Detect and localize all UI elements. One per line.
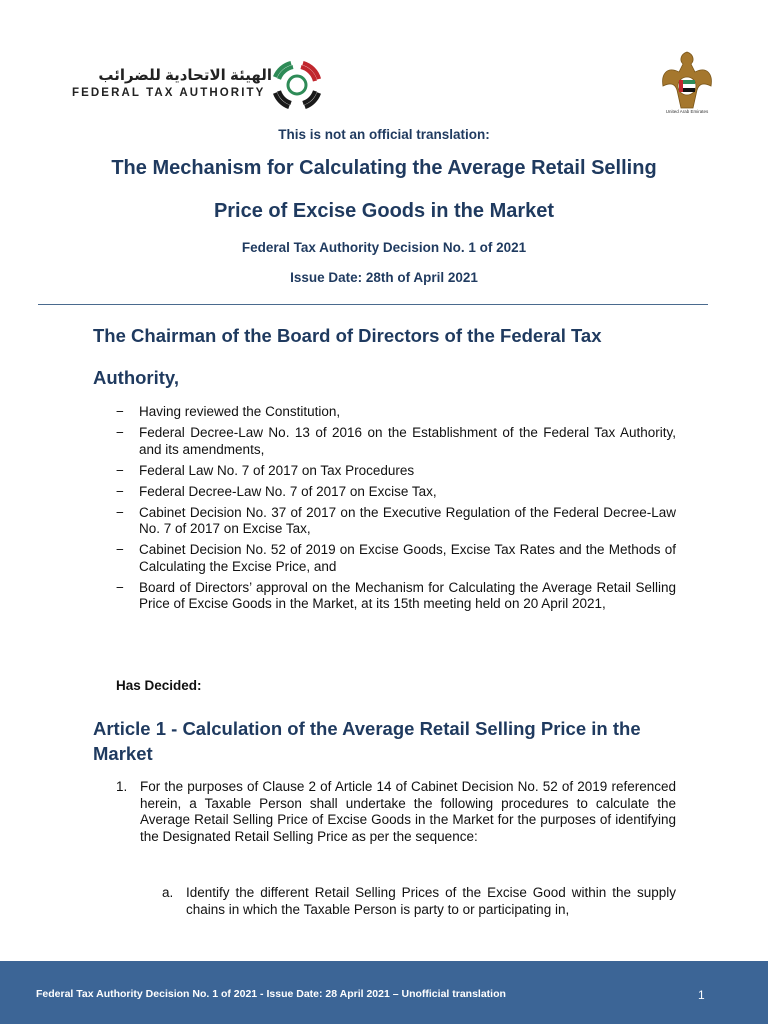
footer-text: Federal Tax Authority Decision No. 1 of 2021 - Issue Date: 28 April 2021 – Unofficial translation — [36, 988, 506, 1000]
fta-logo — [72, 66, 272, 104]
recital-dash: − — [116, 425, 124, 440]
recital-text: Federal Decree-Law No. 13 of 2016 on the Establishment of the Federal Tax Authority, and its amendments, — [139, 425, 676, 457]
article-1-heading: Article 1 - Calculation of the Average Retail Selling Price in the Market — [93, 718, 641, 764]
uae-emblem-icon — [657, 50, 717, 116]
item-text: For the purposes of Clause 2 of Article 14 of Cabinet Decision No. 52 of 2019 referenced herein, a Taxable Person shall undertake the following procedures to calculate the Average Retail Selling Price of Excise Goods in the Market for the purposes of identifying the Designated Retail Selling Price as per the sequence: — [140, 779, 676, 844]
recital-item — [116, 580, 676, 613]
subitem-text: Identify the different Retail Selling Prices of the Excise Good within the supply chains in which the Taxable Person is party to or participating in, — [186, 885, 676, 917]
lettered-subitem — [162, 885, 676, 918]
numbered-item — [116, 779, 676, 845]
recital-dash: − — [116, 542, 124, 557]
chairman-heading-line-2: Authority, — [93, 367, 179, 388]
decision-number: Federal Tax Authority Decision No. 1 of 2021 — [241, 240, 527, 255]
has-decided-label: Has Decided: — [116, 678, 202, 693]
document-title-line-2: Price of Excise Goods in the Market — [213, 200, 555, 222]
recitals-list — [116, 404, 676, 617]
recital-text: Federal Law No. 7 of 2017 on Tax Procedures — [139, 462, 415, 478]
recital-dash: − — [116, 462, 124, 478]
uae-caption: United Arab Emirates — [665, 109, 709, 114]
recital-dash: − — [116, 504, 124, 520]
translation-note: This is not an official translation: — [278, 127, 490, 142]
page-number: 1 — [698, 988, 705, 1002]
recital-text: Board of Directors’ approval on the Mechanism for Calculating the Average Retail Selling Price of Excise Goods in the Market, at its 15th meeting held on 20 April 2021, — [139, 579, 676, 611]
recital-dash: − — [116, 483, 124, 499]
recital-text: Federal Decree-Law No. 7 of 2017 on Excise Tax, — [139, 483, 437, 499]
item-number: 1. — [116, 779, 128, 794]
recital-item — [116, 425, 676, 458]
recital-item — [116, 542, 676, 575]
recital-dash: − — [116, 579, 124, 595]
recital-item — [116, 404, 676, 421]
recital-dash: − — [116, 404, 124, 419]
recital-text: Cabinet Decision No. 37 of 2017 on the Executive Regulation of the Federal Decree-Law No. 7 of 2017 on Excise Tax, — [139, 504, 676, 536]
fta-emblem-icon — [266, 54, 328, 116]
recital-item — [116, 463, 676, 480]
recital-text: Cabinet Decision No. 52 of 2019 on Excise Goods, Excise Tax Rates and the Methods of Calculating the Excise Price, and — [139, 542, 676, 574]
chairman-heading-line-1: The Chairman of the Board of Directors of the Federal Tax — [93, 325, 602, 346]
fta-english-name: FEDERAL TAX AUTHORITY — [72, 87, 266, 99]
page-footer — [0, 961, 768, 1024]
recital-text: Having reviewed the Constitution, — [139, 404, 341, 419]
horizontal-divider — [38, 304, 708, 305]
issue-date: Issue Date: 28th of April 2021 — [290, 270, 478, 285]
document-title-line-1: The Mechanism for Calculating the Average Retail Selling — [111, 157, 657, 179]
fta-arabic-name: الهيئة الاتحادية للضرائب — [98, 67, 272, 84]
subitem-letter: a. — [162, 885, 174, 900]
recital-item — [116, 505, 676, 538]
recital-item — [116, 484, 676, 501]
